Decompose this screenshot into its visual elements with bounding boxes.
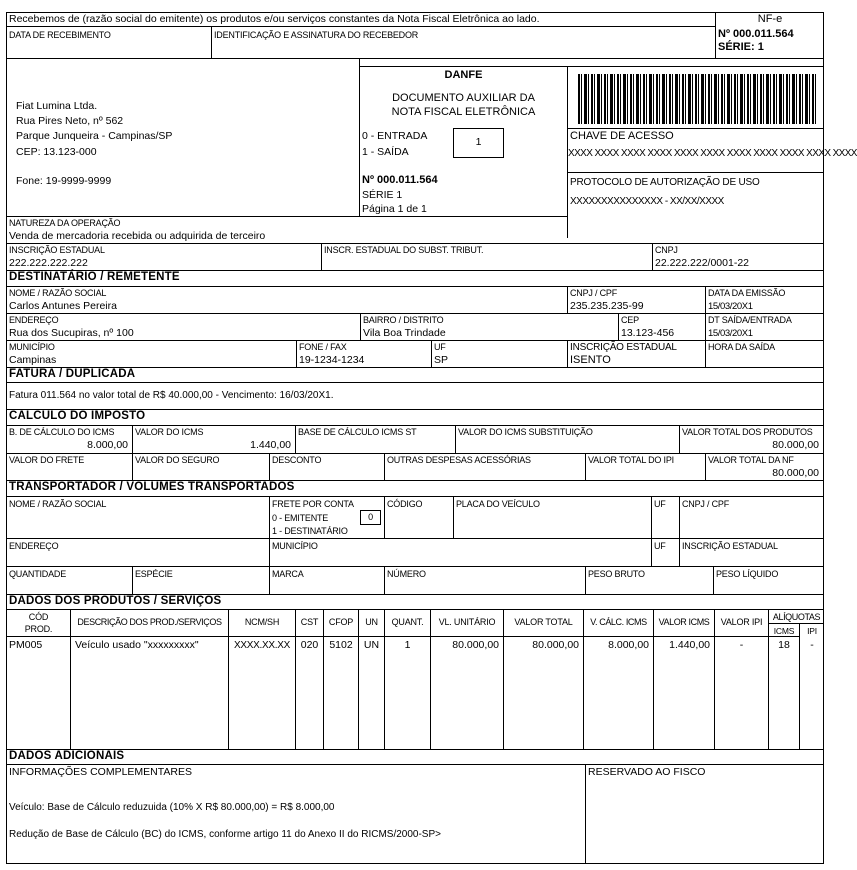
col-header-unit-price: VL. UNITÁRIO bbox=[438, 617, 496, 627]
complementary-info-line-1: Veículo: Base de Cálculo reduzuida (10% X R$ 80.000,00) = R$ 8.000,00 bbox=[9, 802, 335, 813]
col-header-description: DESCRIÇÃO DOS PROD./SERVIÇOS bbox=[77, 617, 222, 627]
cell-ncm: XXXX.XX.XX bbox=[234, 640, 290, 651]
barcode bbox=[578, 74, 816, 124]
operation-nature-value: Venda de mercadoria recebida ou adquirida de terceiro bbox=[9, 230, 266, 242]
carrier-ie-label: INSCRIÇÃO ESTADUAL bbox=[682, 541, 778, 551]
receipt-statement: Recebemos de (razão social do emitente) os produtos e/ou serviços constantes da Nota Fiscal Eletrônica ao lado. bbox=[9, 13, 540, 25]
nfe-series: SÉRIE: 1 bbox=[718, 41, 764, 53]
issuer-cnpj-value: 22.222.222/0001-22 bbox=[655, 257, 750, 269]
cell-unit-price: 80.000,00 bbox=[452, 639, 499, 651]
access-key-label: CHAVE DE ACESSO bbox=[570, 130, 674, 142]
recipient-address-label: ENDEREÇO bbox=[9, 315, 59, 325]
total-products-value: 80.000,00 bbox=[772, 439, 819, 451]
col-header-ipi: VALOR IPI bbox=[720, 617, 763, 627]
carrier-address-label: ENDEREÇO bbox=[9, 541, 59, 551]
icms-value-label: VALOR DO ICMS bbox=[135, 427, 204, 437]
col-header-icms: VALOR ICMS bbox=[658, 617, 710, 627]
col-header-quantity: QUANT. bbox=[391, 617, 424, 627]
issuer-cnpj-label: CNPJ bbox=[655, 245, 678, 255]
recipient-name-label: NOME / RAZÃO SOCIAL bbox=[9, 288, 107, 298]
col-header-rates: ALÍQUOTAS bbox=[772, 612, 821, 622]
col-header-total: VALOR TOTAL bbox=[514, 617, 573, 627]
number-label: NÚMERO bbox=[387, 569, 426, 579]
complementary-info-label: INFORMAÇÕES COMPLEMENTARES bbox=[9, 766, 192, 778]
exit-date-value: 15/03/20X1 bbox=[708, 328, 753, 339]
recipient-city-label: MUNICÍPIO bbox=[9, 342, 55, 352]
products-section-title: DADOS DOS PRODUTOS / SERVIÇOS bbox=[9, 595, 222, 607]
exit-date-label: DT SAÍDA/ENTRADA bbox=[708, 315, 792, 325]
invoice-section-title: FATURA / DUPLICADA bbox=[9, 368, 136, 380]
nfe-label: NF-e bbox=[757, 13, 783, 25]
col-header-rate-ipi: IPI bbox=[807, 626, 817, 636]
total-nf-label: VALOR TOTAL DA NF bbox=[708, 455, 794, 465]
col-header-cst: CST bbox=[300, 617, 319, 627]
additional-section-title: DADOS ADICIONAIS bbox=[9, 750, 125, 762]
recipient-phone-label: FONE / FAX bbox=[299, 342, 347, 352]
insurance-label: VALOR DO SEGURO bbox=[135, 455, 220, 465]
cell-icms-base: 8.000,00 bbox=[608, 639, 649, 651]
total-products-label: VALOR TOTAL DOS PRODUTOS bbox=[682, 427, 813, 437]
cell-rate-icms: 18 bbox=[778, 639, 790, 651]
col-header-ncm: NCM/SH bbox=[244, 617, 280, 627]
recipient-cep-value: 13.123-456 bbox=[621, 327, 675, 339]
receipt-date-label: DATA DE RECEBIMENTO bbox=[9, 30, 111, 40]
brand-label: MARCA bbox=[272, 569, 304, 579]
protocol-value: XXXXXXXXXXXXXXX - XX/XX/XXXX bbox=[570, 196, 724, 207]
carrier-uf-label: UF bbox=[654, 541, 666, 551]
col-header-cfop: CFOP bbox=[328, 617, 354, 627]
icms-base-label: B. DE CÁLCULO DO ICMS bbox=[9, 427, 115, 437]
recipient-uf-value: SP bbox=[434, 354, 449, 366]
freight-label: VALOR DO FRETE bbox=[9, 455, 85, 465]
operation-nature-label: NATUREZA DA OPERAÇÃO bbox=[9, 218, 121, 228]
receiver-signature-label: IDENTIFICAÇÃO E ASSINATURA DO RECEBEDOR bbox=[214, 30, 419, 40]
danfe-subtitle-1: DOCUMENTO AUXILIAR DA bbox=[392, 92, 535, 104]
icms-st-value-label: VALOR DO ICMS SUBSTITUIÇÃO bbox=[458, 427, 593, 437]
recipient-phone-value: 19-1234-1234 bbox=[299, 354, 365, 366]
carrier-section-title: TRANSPORTADOR / VOLUMES TRANSPORTADOS bbox=[9, 481, 295, 493]
freight-payer-label: FRETE POR CONTA bbox=[272, 499, 354, 509]
vehicle-plate-label: PLACA DO VEÍCULO bbox=[456, 499, 540, 509]
recipient-ie-value: ISENTO bbox=[570, 354, 611, 366]
nfe-number: Nº 000.011.564 bbox=[718, 28, 794, 40]
operation-type-value: 1 bbox=[475, 136, 482, 148]
col-header-icms-base: V. CÁLC. ICMS bbox=[590, 617, 647, 627]
fiscal-reserved-label: RESERVADO AO FISCO bbox=[588, 766, 706, 778]
freight-payer-value: 0 bbox=[368, 512, 373, 522]
cell-icms: 1.440,00 bbox=[669, 639, 710, 651]
freight-option-1: 1 - DESTINATÁRIO bbox=[272, 526, 348, 536]
issue-date-label: DATA DA EMISSÃO bbox=[708, 288, 786, 298]
tax-section-title: CALCULO DO IMPOSTO bbox=[9, 410, 146, 422]
cell-unit: UN bbox=[363, 639, 380, 651]
recipient-cpf-value: 235.235.235-99 bbox=[570, 300, 644, 312]
exit-time-label: HORA DA SAÍDA bbox=[708, 342, 775, 352]
gross-weight-label: PESO BRUTO bbox=[588, 569, 645, 579]
total-nf-value: 80.000,00 bbox=[772, 467, 819, 479]
issuer-city: Parque Junqueira - Campinas/SP bbox=[16, 130, 173, 142]
recipient-cpf-label: CNPJ / CPF bbox=[570, 288, 618, 298]
cell-cst: 020 bbox=[300, 639, 319, 651]
col-header-rate-icms: ICMS bbox=[773, 626, 795, 636]
state-registration-label: INSCRIÇÃO ESTADUAL bbox=[9, 245, 105, 255]
cell-ipi: - bbox=[739, 639, 744, 651]
species-label: ESPÉCIE bbox=[135, 569, 173, 579]
cell-rate-ipi: - bbox=[810, 639, 814, 651]
entry-option: 0 - ENTRADA bbox=[362, 130, 428, 142]
icms-st-base-label: BASE DE CÁLCULO ICMS ST bbox=[298, 427, 417, 437]
invoice-text: Fatura 011.564 no valor total de R$ 40.000,00 - Vencimento: 16/03/20X1. bbox=[9, 390, 334, 401]
freight-option-0: 0 - EMITENTE bbox=[272, 513, 329, 523]
col-header-code: CÓD bbox=[28, 612, 49, 622]
cell-total: 80.000,00 bbox=[532, 639, 579, 651]
issuer-name: Fiat Lumina Ltda. bbox=[16, 100, 98, 112]
carrier-city-label: MUNICÍPIO bbox=[272, 541, 318, 551]
discount-label: DESCONTO bbox=[272, 455, 322, 465]
other-expenses-label: OUTRAS DESPESAS ACESSÓRIAS bbox=[387, 455, 531, 465]
cell-quantity: 1 bbox=[404, 639, 411, 651]
recipient-cep-label: CEP bbox=[621, 315, 639, 325]
issuer-street: Rua Pires Neto, nº 562 bbox=[16, 115, 124, 127]
recipient-city-value: Campinas bbox=[9, 354, 57, 366]
net-weight-label: PESO LÍQUIDO bbox=[716, 569, 779, 579]
recipient-district-label: BAIRRO / DISTRITO bbox=[363, 315, 444, 325]
danfe-number: Nº 000.011.564 bbox=[362, 174, 438, 186]
issuer-cep: CEP: 13.123-000 bbox=[16, 146, 97, 158]
danfe-series: SÉRIE 1 bbox=[362, 189, 403, 201]
vehicle-uf-label: UF bbox=[654, 499, 666, 509]
icms-base-value: 8.000,00 bbox=[87, 439, 128, 451]
recipient-name-value: Carlos Antunes Pereira bbox=[9, 300, 117, 312]
access-key-value: XXXX XXXX XXXX XXXX XXXX XXXX XXXX XXXX XXXX XXXX XXXX bbox=[568, 148, 857, 159]
st-registration-label: INSCR. ESTADUAL DO SUBST. TRIBUT. bbox=[324, 245, 484, 255]
state-registration-value: 222.222.222.222 bbox=[9, 257, 88, 269]
col-header-unit: UN bbox=[365, 617, 378, 627]
total-ipi-label: VALOR TOTAL DO IPI bbox=[588, 455, 674, 465]
exit-option: 1 - SAÍDA bbox=[362, 146, 409, 158]
protocol-label: PROTOCOLO DE AUTORIZAÇÃO DE USO bbox=[570, 177, 760, 188]
cell-description: Veículo usado "xxxxxxxxx" bbox=[75, 639, 199, 651]
issue-date-value: 15/03/20X1 bbox=[708, 301, 753, 312]
issuer-phone: Fone: 19-9999-9999 bbox=[16, 175, 112, 187]
recipient-section-title: DESTINATÁRIO / REMETENTE bbox=[9, 271, 180, 283]
icms-value-value: 1.440,00 bbox=[250, 439, 291, 451]
cell-code: PM005 bbox=[9, 639, 43, 651]
carrier-code-label: CÓDIGO bbox=[387, 499, 423, 509]
danfe-title: DANFE bbox=[444, 69, 483, 81]
quantity-label: QUANTIDADE bbox=[9, 569, 67, 579]
col-header-code-2: PROD. bbox=[24, 624, 53, 634]
danfe-page: Página 1 de 1 bbox=[362, 203, 427, 215]
cell-cfop: 5102 bbox=[329, 639, 353, 651]
carrier-cnpj-label: CNPJ / CPF bbox=[682, 499, 730, 509]
danfe-subtitle-2: NOTA FISCAL ELETRÔNICA bbox=[391, 106, 536, 118]
carrier-name-label: NOME / RAZÃO SOCIAL bbox=[9, 499, 107, 509]
recipient-ie-label: INSCRIÇÃO ESTADUAL bbox=[570, 342, 677, 353]
recipient-district-value: Vila Boa Trindade bbox=[363, 327, 446, 339]
complementary-info-line-2: Redução de Base de Cálculo (BC) do ICMS, conforme artigo 11 do Anexo II do RICMS/2000-SP> bbox=[9, 829, 441, 840]
recipient-address-value: Rua dos Sucupiras, nº 100 bbox=[9, 327, 134, 339]
recipient-uf-label: UF bbox=[434, 342, 446, 352]
